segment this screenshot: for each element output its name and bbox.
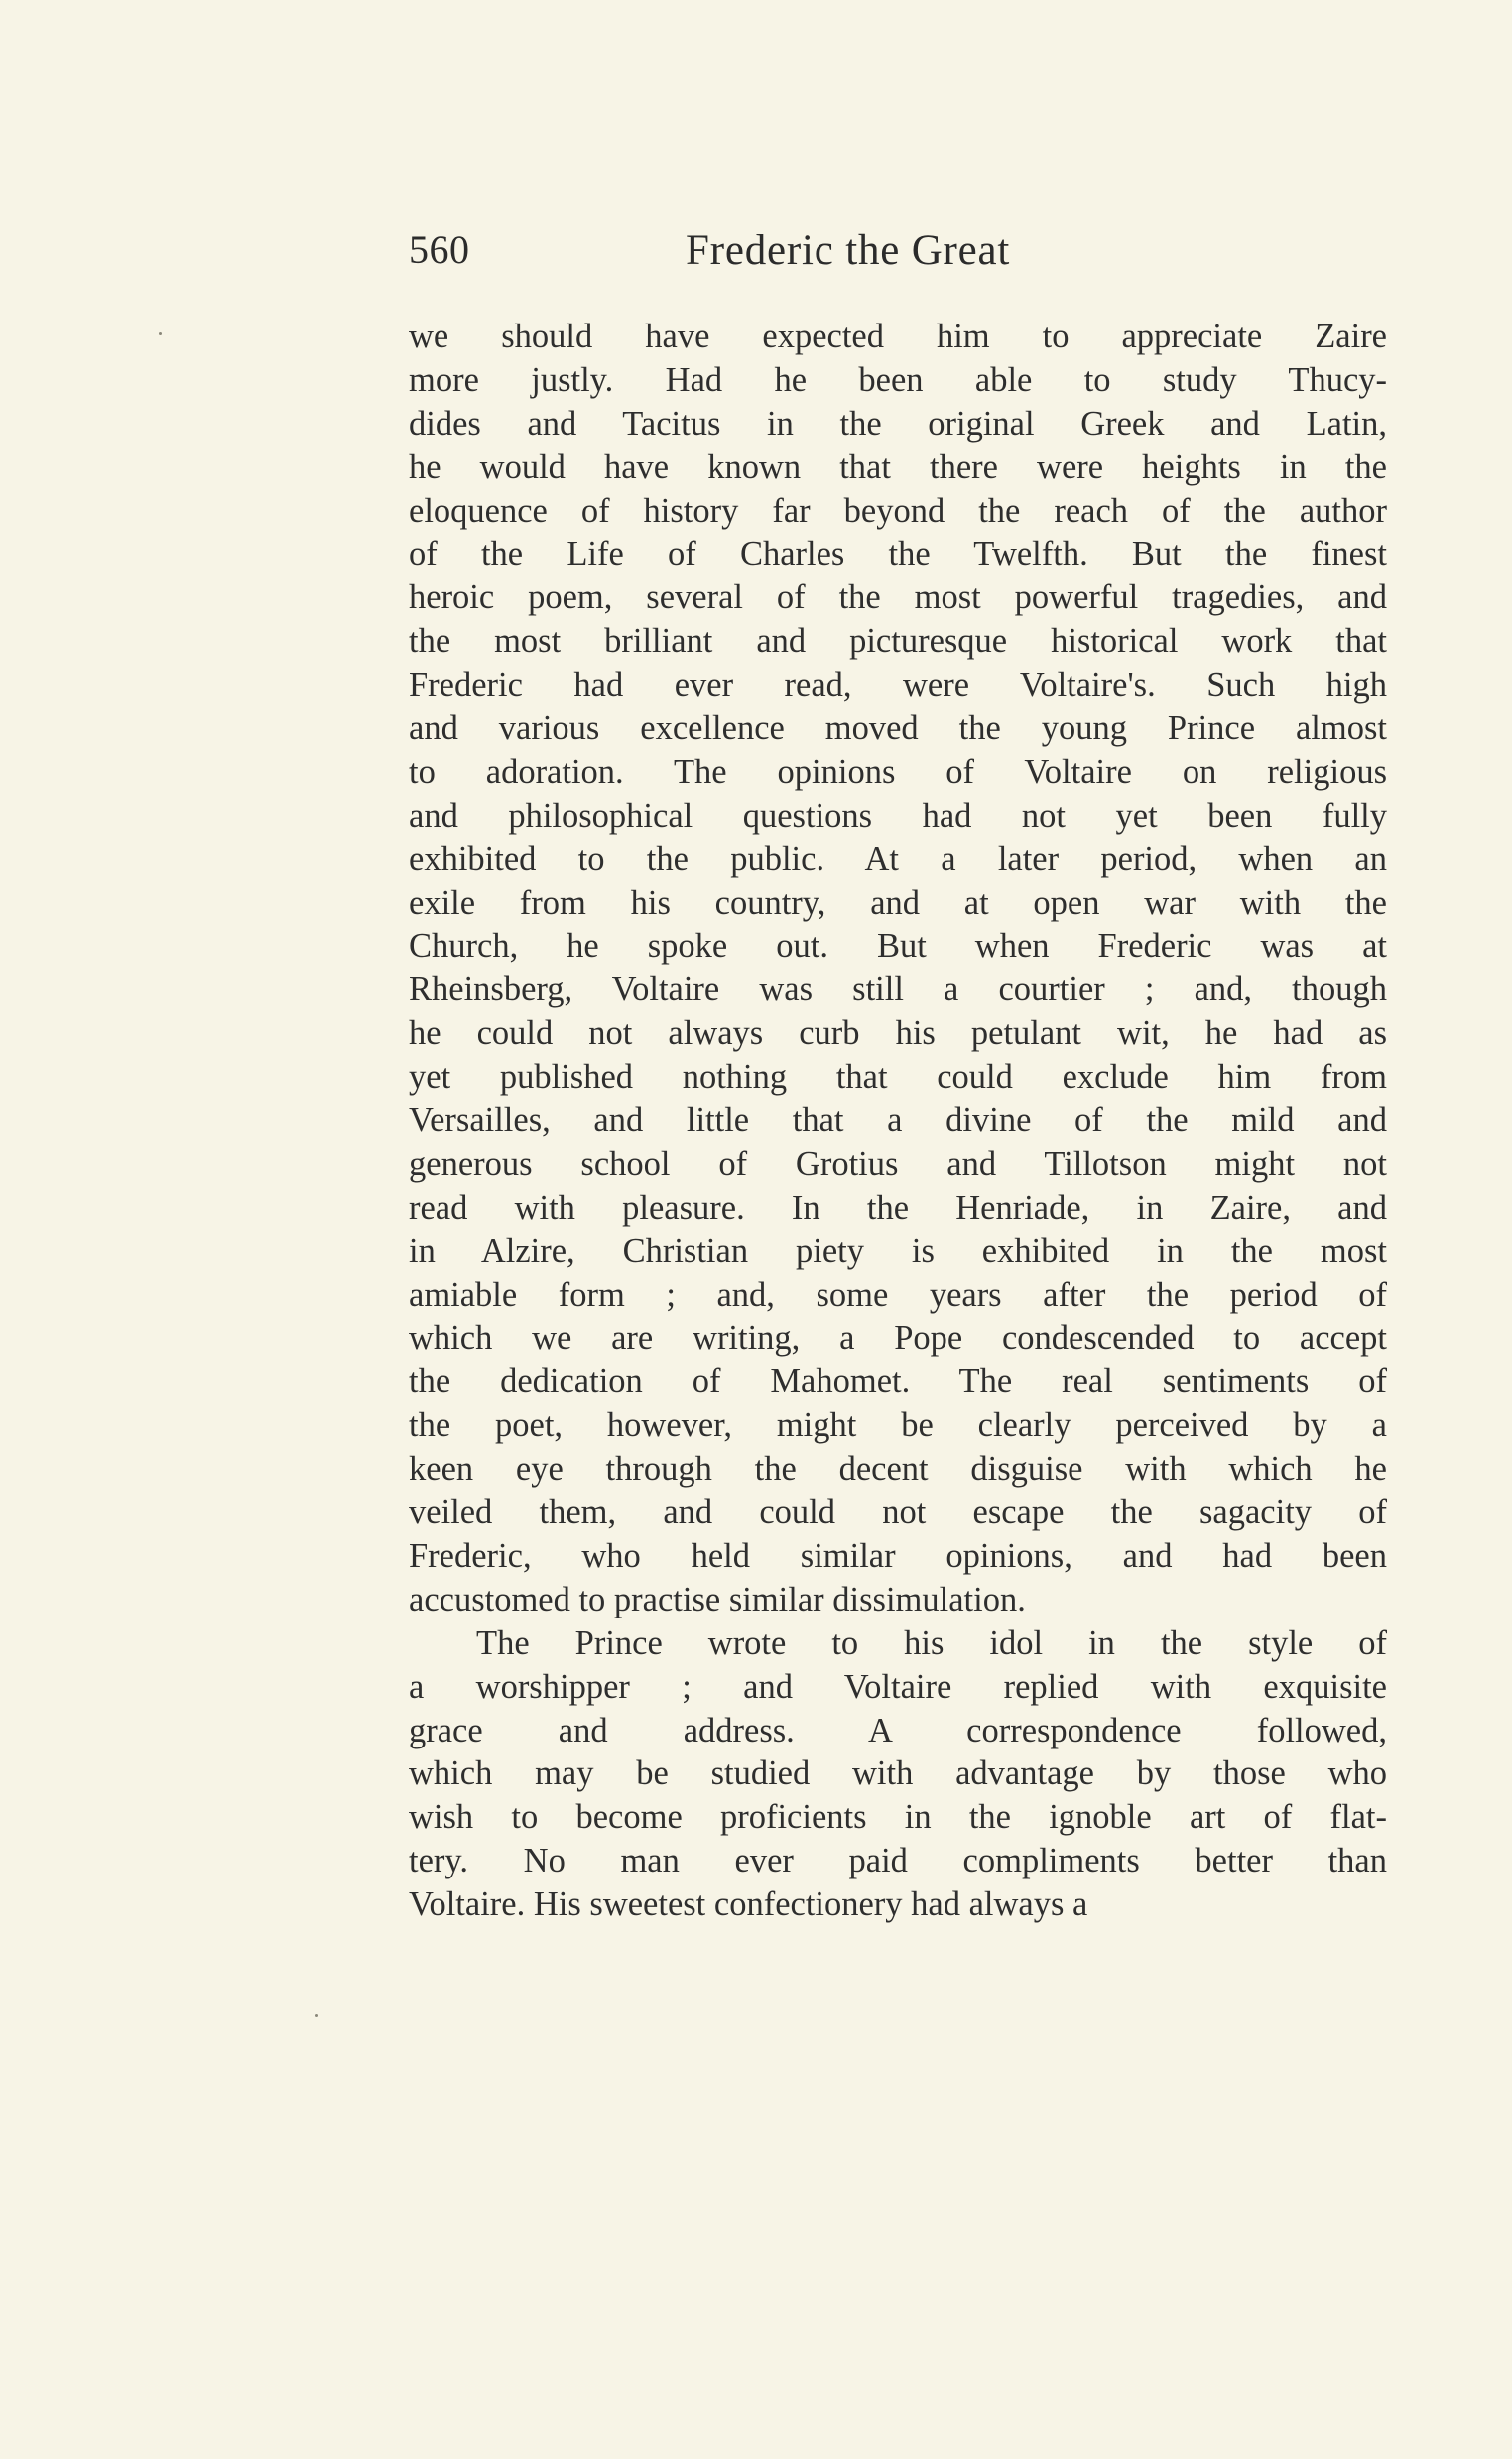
text-line: Frederic had ever read, were Voltaire's. Such high — [409, 666, 1387, 705]
page-header — [409, 226, 1103, 286]
text-line: exile from his country, and at open war with the — [409, 883, 1387, 922]
text-line: amiable form ; and, some years after the period of — [409, 1275, 1387, 1314]
text-line: wish to become proficients in the ignoble art of flat- — [409, 1798, 1387, 1837]
text-line: in Alzire, Christian piety is exhibited in the most — [409, 1231, 1387, 1270]
text-line: exhibited to the public. At a later period, when an — [409, 840, 1387, 878]
text-line: keen eye through the decent disguise with which he — [409, 1450, 1387, 1488]
text-line: dides and Tacitus in the original Greek and Latin, — [409, 404, 1387, 443]
text-line: generous school of Grotius and Tillotson might not — [409, 1144, 1387, 1183]
text-line: a worshipper ; and Voltaire replied with exquisite — [409, 1667, 1387, 1706]
text-line: yet published nothing that could exclude him from — [409, 1058, 1387, 1097]
text-line: more justly. Had he been able to study Thucy- — [409, 360, 1387, 399]
page-number: 560 — [409, 227, 470, 272]
text-line: to adoration. The opinions of Voltaire on religious — [409, 752, 1387, 791]
text-line: grace and address. A correspondence followed, — [409, 1711, 1387, 1749]
running-title: Frederic the Great — [686, 227, 1011, 274]
paper-speck — [315, 2014, 318, 2017]
body-text — [409, 316, 1387, 1927]
text-line: he could not always curb his petulant wit, he had as — [409, 1014, 1387, 1053]
text-line: veiled them, and could not escape the sagacity of — [409, 1493, 1387, 1532]
text-line: we should have expected him to appreciate Zaire — [409, 318, 1387, 355]
text-line: Church, he spoke out. But when Frederic was at — [409, 927, 1387, 966]
text-line: which may be studied with advantage by those who — [409, 1754, 1387, 1793]
text-line: accustomed to practise similar dissimulation. — [409, 1580, 1026, 1618]
text-line: of the Life of Charles the Twelfth. But the finest — [409, 535, 1387, 574]
text-line: Frederic, who held similar opinions, and had been — [409, 1536, 1387, 1575]
text-line: eloquence of history far beyond the reach of the author — [409, 491, 1387, 530]
text-line: the dedication of Mahomet. The real sentiments of — [409, 1362, 1387, 1401]
text-line: Rheinsberg, Voltaire was still a courtier ; and, though — [409, 971, 1387, 1009]
text-line: which we are writing, a Pope condescended to accept — [409, 1319, 1387, 1358]
text-line: tery. No man ever paid compliments better than — [409, 1842, 1387, 1880]
paper-speck — [159, 332, 162, 335]
text-line: Versailles, and little that a divine of the mild and — [409, 1101, 1387, 1140]
text-line: the most brilliant and picturesque historical work that — [409, 622, 1387, 661]
text-line: and philosophical questions had not yet been fully — [409, 796, 1387, 835]
text-line: he would have known that there were heights in the — [409, 448, 1387, 486]
text-line: and various excellence moved the young Prince almost — [409, 710, 1387, 748]
text-line: Voltaire. His sweetest confectionery had always a — [409, 1885, 1088, 1924]
text-line: heroic poem, several of the most powerful tragedies, and — [409, 579, 1387, 617]
text-line: The Prince wrote to his idol in the style of — [476, 1623, 1387, 1662]
text-line: read with pleasure. In the Henriade, in Zaire, and — [409, 1188, 1387, 1227]
text-line: the poet, however, might be clearly perceived by a — [409, 1406, 1387, 1445]
